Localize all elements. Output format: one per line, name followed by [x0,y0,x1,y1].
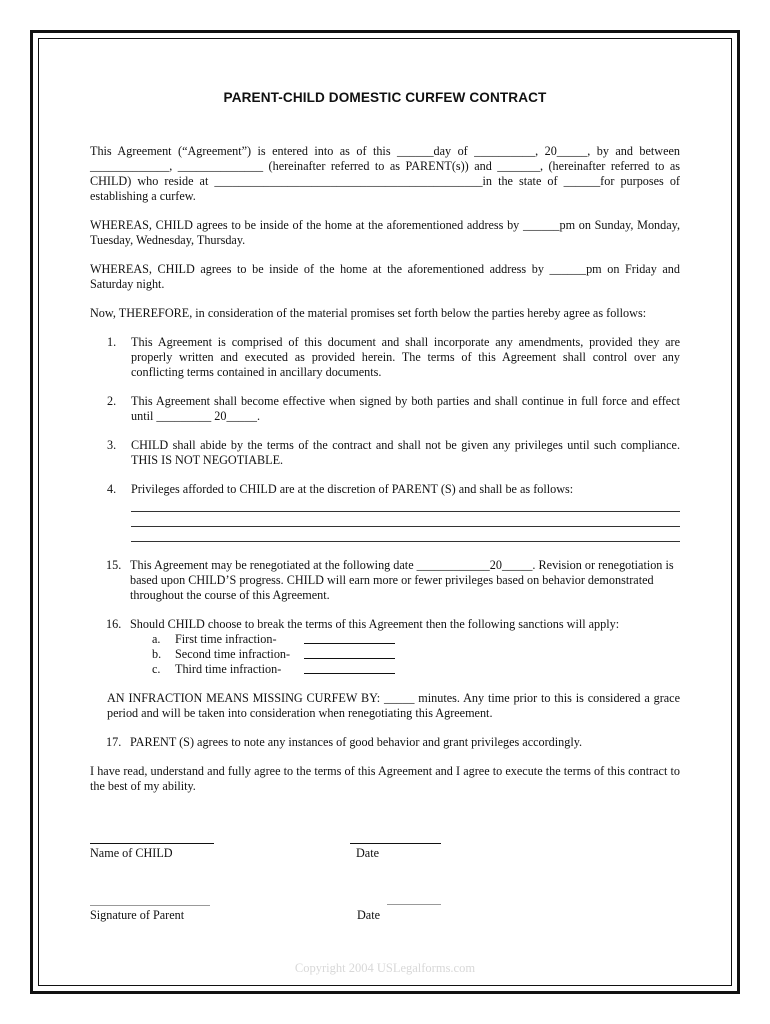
now-therefore: Now, THEREFORE, in consideration of the material promises set forth below the parties hereby agree as follows: [90,306,647,320]
date-label-2: Date [357,908,381,922]
sanction-letter: c. [152,662,161,676]
date-label-1: Date [356,846,380,860]
date-line-1[interactable] [350,843,441,844]
clause-text: This Agreement may be renegotiated at the following date ____________20_____. Revision or renegotiation is based upon CHILD’S progress. CHILD will earn more or fewer privileges based on behavior demonstrated throughout the course of this Agreement. [130,558,674,602]
copyright-watermark: Copyright 2004 USLegalforms.com [294,961,476,975]
clause-15 [90,558,680,603]
clause-number: 2. [107,394,117,408]
clause-number: 3. [107,438,117,452]
clause-text: Privileges afforded to CHILD are at the discretion of PARENT (S) and shall be as follows: [131,482,574,496]
whereas-weekday: WHEREAS, CHILD agrees to be inside of the home at the aforementioned address by ______pm on Sunday, Monday, Tuesday, Wednesday, Thursday. [90,218,680,247]
sanction-label: First time infraction- [175,632,277,646]
closing-statement: I have read, understand and fully agree to the terms of this Agreement and I agree to execute the terms of this contract to the best of my ability. [90,764,680,793]
sanction-blank [304,658,395,659]
sanction-letter: a. [152,632,161,646]
infraction-note: AN INFRACTION MEANS MISSING CURFEW BY: _____ minutes. Any time prior to this is considered a grace period and will be taken into consideration when renegotiating this Agreement. [107,691,680,720]
clause-16 [90,617,680,632]
clause-3 [90,438,680,468]
clause-4 [90,482,680,497]
clause-1 [90,335,680,380]
clause-number: 15. [106,558,122,572]
clause-text: This Agreement is comprised of this document and shall incorporate any amendments, provided they are properly written and executed as provided herein. The terms of this Agreement shall control over any conflicting terms contained in ancillary documents. [131,335,680,379]
clause-number: 1. [107,335,117,349]
clause-number: 16. [106,617,122,631]
intro-paragraph: This Agreement (“Agreement”) is entered into as of this ______day of __________, 20_____, by and between _____________, ______________ (hereinafter referred to as PARENT(s)) and _______, (hereinafter referred to as CHILD) who reside at ____________________________________________in the state of ______for purposes of establishing a curfew. [90,144,680,203]
sanction-b [90,647,680,662]
sanction-label: Third time infraction- [175,662,282,676]
clause-text: PARENT (S) agrees to note any instances of good behavior and grant privileges accordingly. [130,735,583,749]
document-title: PARENT-CHILD DOMESTIC CURFEW CONTRACT [223,90,547,105]
date-line-2[interactable] [387,904,441,905]
contract-body [90,90,680,794]
child-name-label: Name of CHILD [90,846,173,860]
parent-signature-label: Signature of Parent [90,908,185,922]
sanction-blank [304,673,395,674]
sanction-label: Second time infraction- [175,647,291,661]
sanction-letter: b. [152,647,162,661]
clause-17 [90,735,680,750]
clause-2 [90,394,680,424]
clause-text: CHILD shall abide by the terms of the contract and shall not be given any privileges until such compliance. THIS IS NOT NEGOTIABLE. [131,438,680,467]
whereas-weekend: WHEREAS, CHILD agrees to be inside of the home at the aforementioned address by ______pm on Friday and Saturday night. [90,262,680,291]
clause-text: This Agreement shall become effective when signed by both parties and shall continue in full force and effect until _________ 20_____. [131,394,680,423]
sanction-a [90,632,680,647]
sanction-blank [304,643,395,644]
privilege-line-3 [131,527,680,542]
parent-signature-line[interactable] [90,905,210,906]
sanction-c [90,662,680,677]
child-name-line[interactable] [90,843,214,844]
privilege-line-2 [131,512,680,527]
privilege-line-1 [131,497,680,512]
clause-number: 4. [107,482,117,496]
clause-number: 17. [106,735,122,749]
clause-text: Should CHILD choose to break the terms of this Agreement then the following sanctions will apply: [130,617,620,631]
